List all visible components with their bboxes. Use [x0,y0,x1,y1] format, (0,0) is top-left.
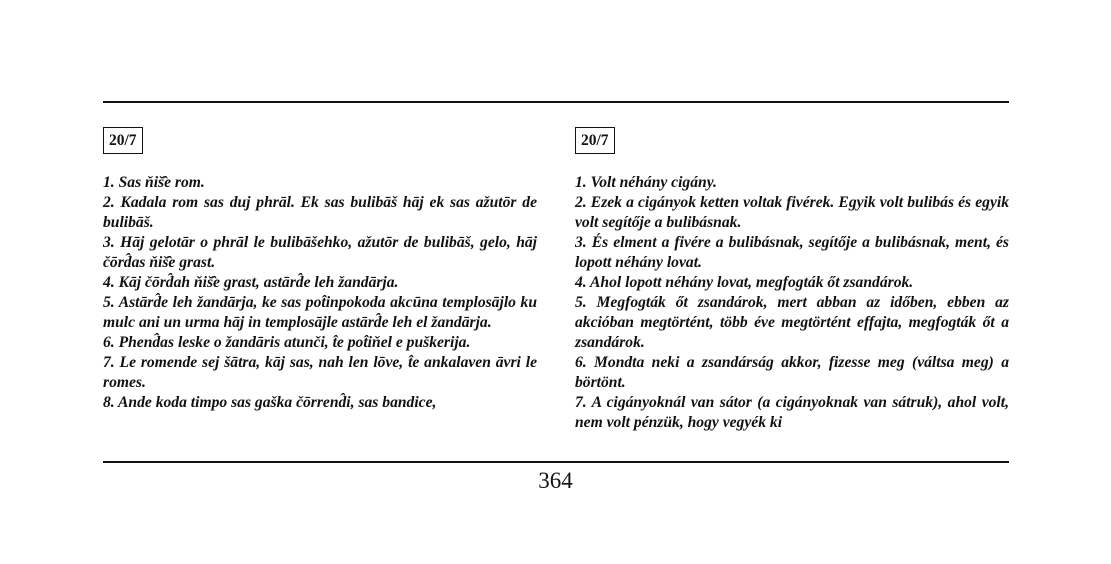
text-id-box: 20/7 [103,127,143,154]
paragraph: 6. Phend̂as leske o žandāris atunči, t̂e pot̂iňel e puškerija. [103,334,471,351]
paragraph: 8. Ande koda timpo sas gaška čōrrend̂i, sas bandice, [103,394,437,411]
paragraph: 7. A cigányoknál van sátor (a cigányoknak van sátruk), ahol volt, nem volt pénzük, hogy vegyék ki [575,394,1009,431]
paragraph: 1. Sas ňiš̂e rom. [103,174,205,191]
paragraph: 7. Le romende sej šātra, kāj sas, nah len lōve, t̂e ankalaven āvri le romes. [103,354,537,391]
paragraph: 5. Megfogták őt zsandárok, mert abban az időben, ebben az akcióban megtörtént, több éve megtörtént effajta, megfogták őt a zsandárok. [575,294,1009,351]
paragraph: 2. Kadala rom sas duj phrāl. Ek sas bulibāš hāj ek sas ažutōr de bulibāš. [103,194,537,231]
paragraph: 6. Mondta neki a zsandárság akkor, fizesse meg (váltsa meg) a börtönt. [575,354,1009,391]
right-column-hungarian [575,127,1009,433]
paragraph: 3. És elment a fivére a bulibásnak, segítője a bulibásnak, ment, és lopott néhány lovat. [575,234,1009,271]
left-column-romani [103,127,537,413]
top-rule [103,101,1009,103]
paragraph: 4. Ahol lopott néhány lovat, megfogták őt zsandárok. [575,274,914,291]
paragraph: 1. Volt néhány cigány. [575,174,717,191]
paragraph: 5. Astārd̂e leh žandārja, ke sas pot̂inpokoda akcūna templosājlo ku mulc ani un urma hāj in templosājle astārd̂e leh el žandārja. [103,294,537,331]
paragraph: 2. Ezek a cigányok ketten voltak fivérek. Egyik volt bulibás és egyik volt segítője a bulibásnak. [575,194,1009,231]
page-number: 364 [538,468,573,493]
bottom-rule [103,461,1009,463]
text-id-box: 20/7 [575,127,615,154]
paragraph: 4. Kāj čōrd̂ah ňiš̂e grast, astārd̂e leh žandārja. [103,274,399,291]
paragraph: 3. Hāj gelotār o phrāl le bulibāšehko, ažutōr de bulibāš, gelo, hāj čōrd̂as ňiš̂e grast. [103,234,537,271]
